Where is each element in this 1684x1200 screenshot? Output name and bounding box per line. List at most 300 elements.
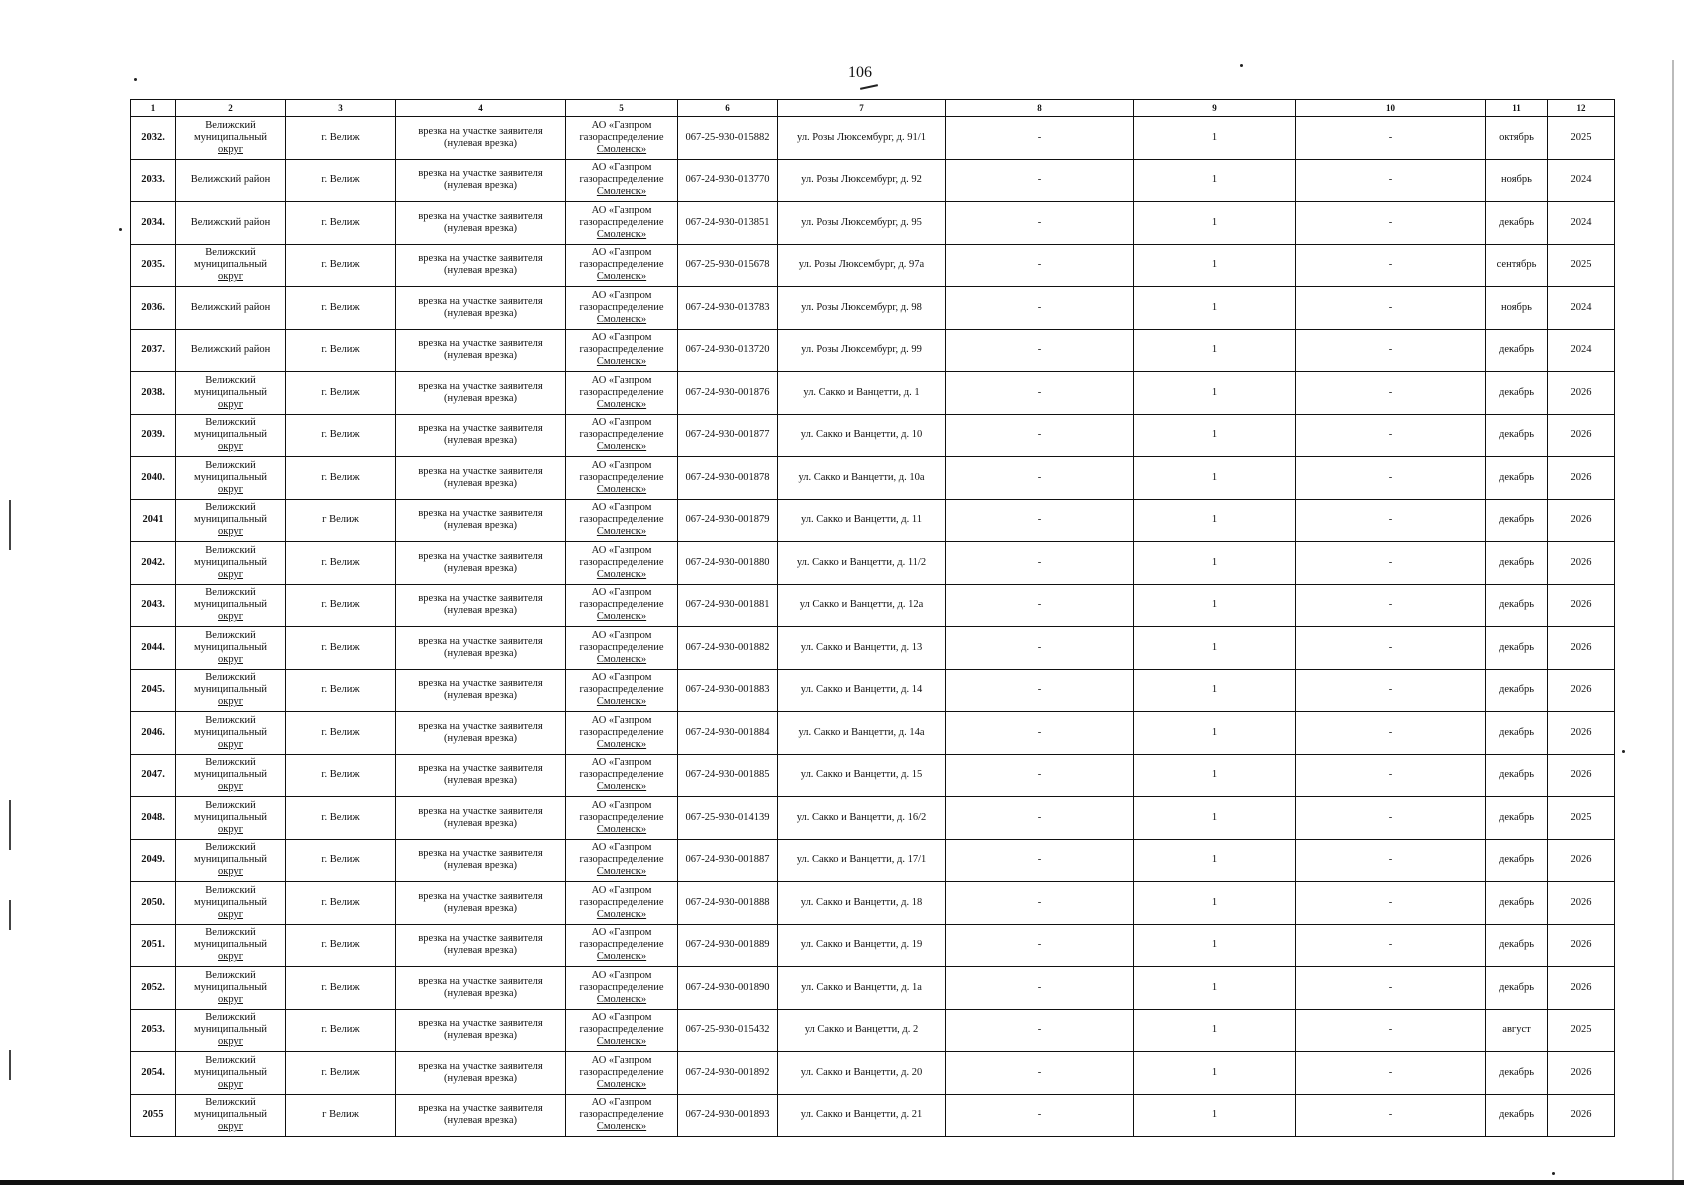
month: декабрь [1486, 414, 1548, 457]
settlement: г. Велиж [286, 584, 396, 627]
work-type-line: (нулевая врезка) [444, 987, 517, 999]
work-type [396, 542, 566, 585]
address: ул. Сакко и Ванцетти, д. 21 [778, 1094, 946, 1137]
organization-line: АО «Газпром [591, 757, 652, 769]
organization [566, 797, 678, 840]
col-9: 1 [1134, 669, 1296, 712]
organization-line: газораспределение [579, 939, 664, 951]
col-8: - [946, 159, 1134, 202]
settlement: г. Велиж [286, 967, 396, 1010]
district-line: округ [217, 993, 244, 1005]
address: ул. Сакко и Ванцетти, д. 10а [778, 457, 946, 500]
work-type-line: врезка на участке заявителя [418, 848, 543, 860]
work-type [396, 159, 566, 202]
col-8: - [946, 1052, 1134, 1095]
organization-line: АО «Газпром [591, 629, 652, 641]
work-type-line: врезка на участке заявителя [418, 125, 543, 137]
col-8: - [946, 924, 1134, 967]
address: ул. Розы Люксембург, д. 95 [778, 202, 946, 245]
organization [566, 244, 678, 287]
object-code: 067-24-930-001884 [678, 712, 778, 755]
organization-line: АО «Газпром [591, 969, 652, 981]
col-9: 1 [1134, 499, 1296, 542]
district-line: Велижский [205, 502, 256, 514]
settlement: г. Велиж [286, 372, 396, 415]
table-row [131, 924, 1615, 967]
address: ул Сакко и Ванцетти, д. 12а [778, 584, 946, 627]
organization-line: Смоленск» [596, 441, 647, 453]
organization-line: АО «Газпром [591, 714, 652, 726]
month: декабрь [1486, 669, 1548, 712]
organization-line: Смоленск» [596, 611, 647, 623]
work-type [396, 372, 566, 415]
settlement: г. Велиж [286, 202, 396, 245]
work-type [396, 924, 566, 967]
work-type-line: (нулевая врезка) [444, 817, 517, 829]
district-line: Велижский [205, 119, 256, 131]
work-type-line: врезка на участке заявителя [418, 168, 543, 180]
col-10: - [1296, 1094, 1486, 1137]
organization [566, 1094, 678, 1137]
organization-line: Смоленск» [596, 526, 647, 538]
table-row [131, 542, 1615, 585]
scan-speck [1622, 750, 1625, 753]
col-8: - [946, 457, 1134, 500]
col-9: 1 [1134, 839, 1296, 882]
work-type-line: врезка на участке заявителя [418, 805, 543, 817]
address: ул. Розы Люксембург, д. 92 [778, 159, 946, 202]
col-9: 1 [1134, 329, 1296, 372]
work-type [396, 414, 566, 457]
district-line: муниципальный [193, 471, 268, 483]
organization-line: газораспределение [579, 301, 664, 313]
work-type-line: врезка на участке заявителя [418, 295, 543, 307]
col-10: - [1296, 202, 1486, 245]
organization-line: газораспределение [579, 726, 664, 738]
organization-line: Смоленск» [596, 866, 647, 878]
work-type [396, 244, 566, 287]
organization-line: АО «Газпром [591, 927, 652, 939]
year: 2026 [1548, 712, 1615, 755]
work-type-line: врезка на участке заявителя [418, 1060, 543, 1072]
work-type-line: врезка на участке заявителя [418, 933, 543, 945]
settlement: г. Велиж [286, 1009, 396, 1052]
district-line: Велижский [205, 544, 256, 556]
work-type [396, 797, 566, 840]
district [176, 372, 286, 415]
organization-line: АО «Газпром [591, 884, 652, 896]
district-line: Велижский [205, 459, 256, 471]
object-code: 067-24-930-001879 [678, 499, 778, 542]
district-line: муниципальный [193, 1024, 268, 1036]
col-10: - [1296, 117, 1486, 160]
district [176, 202, 286, 245]
year: 2026 [1548, 584, 1615, 627]
district-line: муниципальный [193, 641, 268, 653]
col-10: - [1296, 797, 1486, 840]
organization-line: Смоленск» [596, 143, 647, 155]
organization-line: АО «Газпром [591, 502, 652, 514]
col-9: 1 [1134, 797, 1296, 840]
organization-line: газораспределение [579, 556, 664, 568]
col-8: - [946, 1094, 1134, 1137]
row-number: 2038. [131, 372, 176, 415]
district-line: муниципальный [193, 769, 268, 781]
settlement: г. Велиж [286, 627, 396, 670]
district [176, 499, 286, 542]
district-line: муниципальный [193, 854, 268, 866]
col-8: - [946, 584, 1134, 627]
row-number: 2049. [131, 839, 176, 882]
address: ул. Сакко и Ванцетти, д. 10 [778, 414, 946, 457]
year: 2026 [1548, 457, 1615, 500]
organization-line: газораспределение [579, 981, 664, 993]
settlement: г. Велиж [286, 669, 396, 712]
organization-line: АО «Газпром [591, 799, 652, 811]
organization-line: газораспределение [579, 471, 664, 483]
organization [566, 329, 678, 372]
col-9: 1 [1134, 457, 1296, 500]
month: сентябрь [1486, 244, 1548, 287]
organization [566, 542, 678, 585]
row-number: 2032. [131, 117, 176, 160]
address: ул. Сакко и Ванцетти, д. 1 [778, 372, 946, 415]
organization-line: Смоленск» [596, 356, 647, 368]
col-10: - [1296, 967, 1486, 1010]
district-line: Велижский [205, 842, 256, 854]
district [176, 159, 286, 202]
work-type-line: врезка на участке заявителя [418, 763, 543, 775]
column-header-10: 10 [1296, 100, 1486, 117]
district-line: округ [217, 1121, 244, 1133]
district-line: Велижский [205, 1097, 256, 1109]
district [176, 287, 286, 330]
col-8: - [946, 797, 1134, 840]
work-type-line: врезка на участке заявителя [418, 720, 543, 732]
year: 2025 [1548, 244, 1615, 287]
work-type [396, 329, 566, 372]
scan-speck [119, 228, 122, 231]
organization-line: газораспределение [579, 896, 664, 908]
organization-line: Смоленск» [596, 738, 647, 750]
col-8: - [946, 372, 1134, 415]
settlement: г. Велиж [286, 839, 396, 882]
work-type-line: (нулевая врезка) [444, 520, 517, 532]
district-line: Велижский [205, 672, 256, 684]
organization [566, 882, 678, 925]
settlement: г Велиж [286, 1094, 396, 1137]
column-header-3: 3 [286, 100, 396, 117]
table-row [131, 1009, 1615, 1052]
organization [566, 967, 678, 1010]
district-line: Велижский [205, 1012, 256, 1024]
table-row [131, 414, 1615, 457]
address: ул. Сакко и Ванцетти, д. 18 [778, 882, 946, 925]
month: декабрь [1486, 627, 1548, 670]
object-code: 067-24-930-001892 [678, 1052, 778, 1095]
year: 2024 [1548, 329, 1615, 372]
work-type-line: (нулевая врезка) [444, 902, 517, 914]
organization-line: Смоленск» [596, 781, 647, 793]
object-code: 067-24-930-001889 [678, 924, 778, 967]
col-10: - [1296, 244, 1486, 287]
column-header-4: 4 [396, 100, 566, 117]
month: декабрь [1486, 797, 1548, 840]
district-line: муниципальный [193, 1109, 268, 1121]
district [176, 712, 286, 755]
col-9: 1 [1134, 627, 1296, 670]
organization-line: газораспределение [579, 386, 664, 398]
work-type-line: врезка на участке заявителя [418, 338, 543, 350]
year: 2026 [1548, 882, 1615, 925]
table-row [131, 797, 1615, 840]
table-row [131, 499, 1615, 542]
organization-line: газораспределение [579, 811, 664, 823]
year: 2026 [1548, 754, 1615, 797]
table-row [131, 839, 1615, 882]
col-10: - [1296, 712, 1486, 755]
district-line: округ [217, 1078, 244, 1090]
object-code: 067-24-930-001890 [678, 967, 778, 1010]
district-line: муниципальный [193, 599, 268, 611]
table-row [131, 1094, 1615, 1137]
organization [566, 924, 678, 967]
district-line: округ [217, 908, 244, 920]
settlement: г. Велиж [286, 414, 396, 457]
work-type-line: (нулевая врезка) [444, 647, 517, 659]
work-type-line: (нулевая врезка) [444, 860, 517, 872]
district-line: округ [217, 568, 244, 580]
work-type-line: (нулевая врезка) [444, 1072, 517, 1084]
year: 2024 [1548, 287, 1615, 330]
organization-line: газораспределение [579, 344, 664, 356]
scan-artifact [9, 500, 11, 550]
district-line: муниципальный [193, 386, 268, 398]
district-line: Велижский [205, 757, 256, 769]
column-header-9: 9 [1134, 100, 1296, 117]
work-type-line: врезка на участке заявителя [418, 423, 543, 435]
work-type [396, 669, 566, 712]
work-type-line: врезка на участке заявителя [418, 210, 543, 222]
col-9: 1 [1134, 924, 1296, 967]
col-8: - [946, 202, 1134, 245]
work-type [396, 584, 566, 627]
scan-edge [1672, 60, 1674, 1180]
address: ул. Сакко и Ванцетти, д. 17/1 [778, 839, 946, 882]
col-8: - [946, 117, 1134, 160]
settlement: г. Велиж [286, 712, 396, 755]
work-type-line: (нулевая врезка) [444, 350, 517, 362]
table-row [131, 882, 1615, 925]
row-number: 2040. [131, 457, 176, 500]
table-row [131, 712, 1615, 755]
object-code: 067-25-930-014139 [678, 797, 778, 840]
organization [566, 712, 678, 755]
row-number: 2048. [131, 797, 176, 840]
work-type-line: (нулевая врезка) [444, 180, 517, 192]
column-header-6: 6 [678, 100, 778, 117]
col-10: - [1296, 329, 1486, 372]
address: ул. Сакко и Ванцетти, д. 11 [778, 499, 946, 542]
organization [566, 117, 678, 160]
object-code: 067-24-930-001877 [678, 414, 778, 457]
pen-mark [860, 84, 878, 90]
col-10: - [1296, 159, 1486, 202]
district-line: округ [217, 483, 244, 495]
col-9: 1 [1134, 372, 1296, 415]
district-line: Велижский район [190, 344, 271, 356]
col-8: - [946, 414, 1134, 457]
work-type-line: (нулевая врезка) [444, 477, 517, 489]
month: декабрь [1486, 712, 1548, 755]
table-header [131, 100, 1615, 117]
month: декабрь [1486, 839, 1548, 882]
col-9: 1 [1134, 712, 1296, 755]
scan-speck [1552, 1172, 1555, 1175]
year: 2025 [1548, 117, 1615, 160]
col-9: 1 [1134, 1009, 1296, 1052]
organization-line: Смоленск» [596, 951, 647, 963]
organization-line: Смоленск» [596, 228, 647, 240]
organization-line: Смоленск» [596, 186, 647, 198]
scan-artifact [9, 1050, 11, 1080]
organization-line: Смоленск» [596, 483, 647, 495]
settlement: г. Велиж [286, 117, 396, 160]
page-number: 106 [848, 64, 872, 81]
object-code: 067-24-930-001876 [678, 372, 778, 415]
table-row [131, 202, 1615, 245]
address: ул. Сакко и Ванцетти, д. 20 [778, 1052, 946, 1095]
settlement: г. Велиж [286, 244, 396, 287]
year: 2025 [1548, 1009, 1615, 1052]
row-number: 2045. [131, 669, 176, 712]
settlement: г. Велиж [286, 329, 396, 372]
organization-line: АО «Газпром [591, 417, 652, 429]
work-type [396, 1094, 566, 1137]
month: декабрь [1486, 202, 1548, 245]
work-type [396, 967, 566, 1010]
organization-line: АО «Газпром [591, 162, 652, 174]
organization-line: Смоленск» [596, 1036, 647, 1048]
organization-line: Смоленск» [596, 653, 647, 665]
organization [566, 1052, 678, 1095]
district-line: округ [217, 823, 244, 835]
address: ул. Сакко и Ванцетти, д. 14 [778, 669, 946, 712]
district [176, 542, 286, 585]
column-header-5: 5 [566, 100, 678, 117]
col-9: 1 [1134, 542, 1296, 585]
year: 2026 [1548, 967, 1615, 1010]
district-line: муниципальный [193, 981, 268, 993]
district-line: Велижский [205, 884, 256, 896]
row-number: 2043. [131, 584, 176, 627]
object-code: 067-24-930-001882 [678, 627, 778, 670]
address: ул. Сакко и Ванцетти, д. 13 [778, 627, 946, 670]
organization [566, 754, 678, 797]
month: декабрь [1486, 924, 1548, 967]
col-8: - [946, 882, 1134, 925]
organization-line: Смоленск» [596, 313, 647, 325]
organization-line: АО «Газпром [591, 544, 652, 556]
address: ул. Розы Люксембург, д. 99 [778, 329, 946, 372]
year: 2026 [1548, 1052, 1615, 1095]
work-type-line: (нулевая врезка) [444, 222, 517, 234]
organization-line: газораспределение [579, 131, 664, 143]
year: 2026 [1548, 499, 1615, 542]
work-type-line: (нулевая врезка) [444, 137, 517, 149]
object-code: 067-25-930-015678 [678, 244, 778, 287]
table-row [131, 329, 1615, 372]
district-line: муниципальный [193, 429, 268, 441]
column-header-1: 1 [131, 100, 176, 117]
col-8: - [946, 669, 1134, 712]
month: ноябрь [1486, 159, 1548, 202]
month: декабрь [1486, 542, 1548, 585]
col-9: 1 [1134, 414, 1296, 457]
district [176, 329, 286, 372]
col-9: 1 [1134, 754, 1296, 797]
work-type-line: врезка на участке заявителя [418, 465, 543, 477]
col-8: - [946, 754, 1134, 797]
table-row [131, 159, 1615, 202]
organization-line: газораспределение [579, 216, 664, 228]
work-type-line: врезка на участке заявителя [418, 635, 543, 647]
table-row [131, 457, 1615, 500]
object-code: 067-24-930-001893 [678, 1094, 778, 1137]
organization [566, 159, 678, 202]
col-8: - [946, 839, 1134, 882]
col-10: - [1296, 287, 1486, 330]
year: 2024 [1548, 202, 1615, 245]
district-line: Велижский [205, 629, 256, 641]
organization-line: газораспределение [579, 854, 664, 866]
object-code: 067-24-930-001888 [678, 882, 778, 925]
settlement: г. Велиж [286, 457, 396, 500]
table-row [131, 967, 1615, 1010]
col-9: 1 [1134, 967, 1296, 1010]
district-line: муниципальный [193, 259, 268, 271]
row-number: 2054. [131, 1052, 176, 1095]
district-line: Велижский район [190, 174, 271, 186]
organization-line: АО «Газпром [591, 1012, 652, 1024]
district [176, 244, 286, 287]
col-10: - [1296, 542, 1486, 585]
district [176, 584, 286, 627]
district [176, 754, 286, 797]
col-10: - [1296, 1052, 1486, 1095]
organization [566, 372, 678, 415]
object-code: 067-24-930-001883 [678, 669, 778, 712]
district-line: округ [217, 866, 244, 878]
column-header-8: 8 [946, 100, 1134, 117]
header-row [131, 100, 1615, 117]
organization [566, 839, 678, 882]
district-line: округ [217, 398, 244, 410]
year: 2026 [1548, 1094, 1615, 1137]
district-line: округ [217, 143, 244, 155]
col-10: - [1296, 754, 1486, 797]
month: декабрь [1486, 329, 1548, 372]
settlement: г Велиж [286, 499, 396, 542]
work-type [396, 882, 566, 925]
row-number: 2047. [131, 754, 176, 797]
organization-line: АО «Газпром [591, 332, 652, 344]
work-type-line: (нулевая врезка) [444, 690, 517, 702]
district-line: муниципальный [193, 896, 268, 908]
address: ул. Сакко и Ванцетти, д. 19 [778, 924, 946, 967]
district-line: округ [217, 781, 244, 793]
col-8: - [946, 499, 1134, 542]
